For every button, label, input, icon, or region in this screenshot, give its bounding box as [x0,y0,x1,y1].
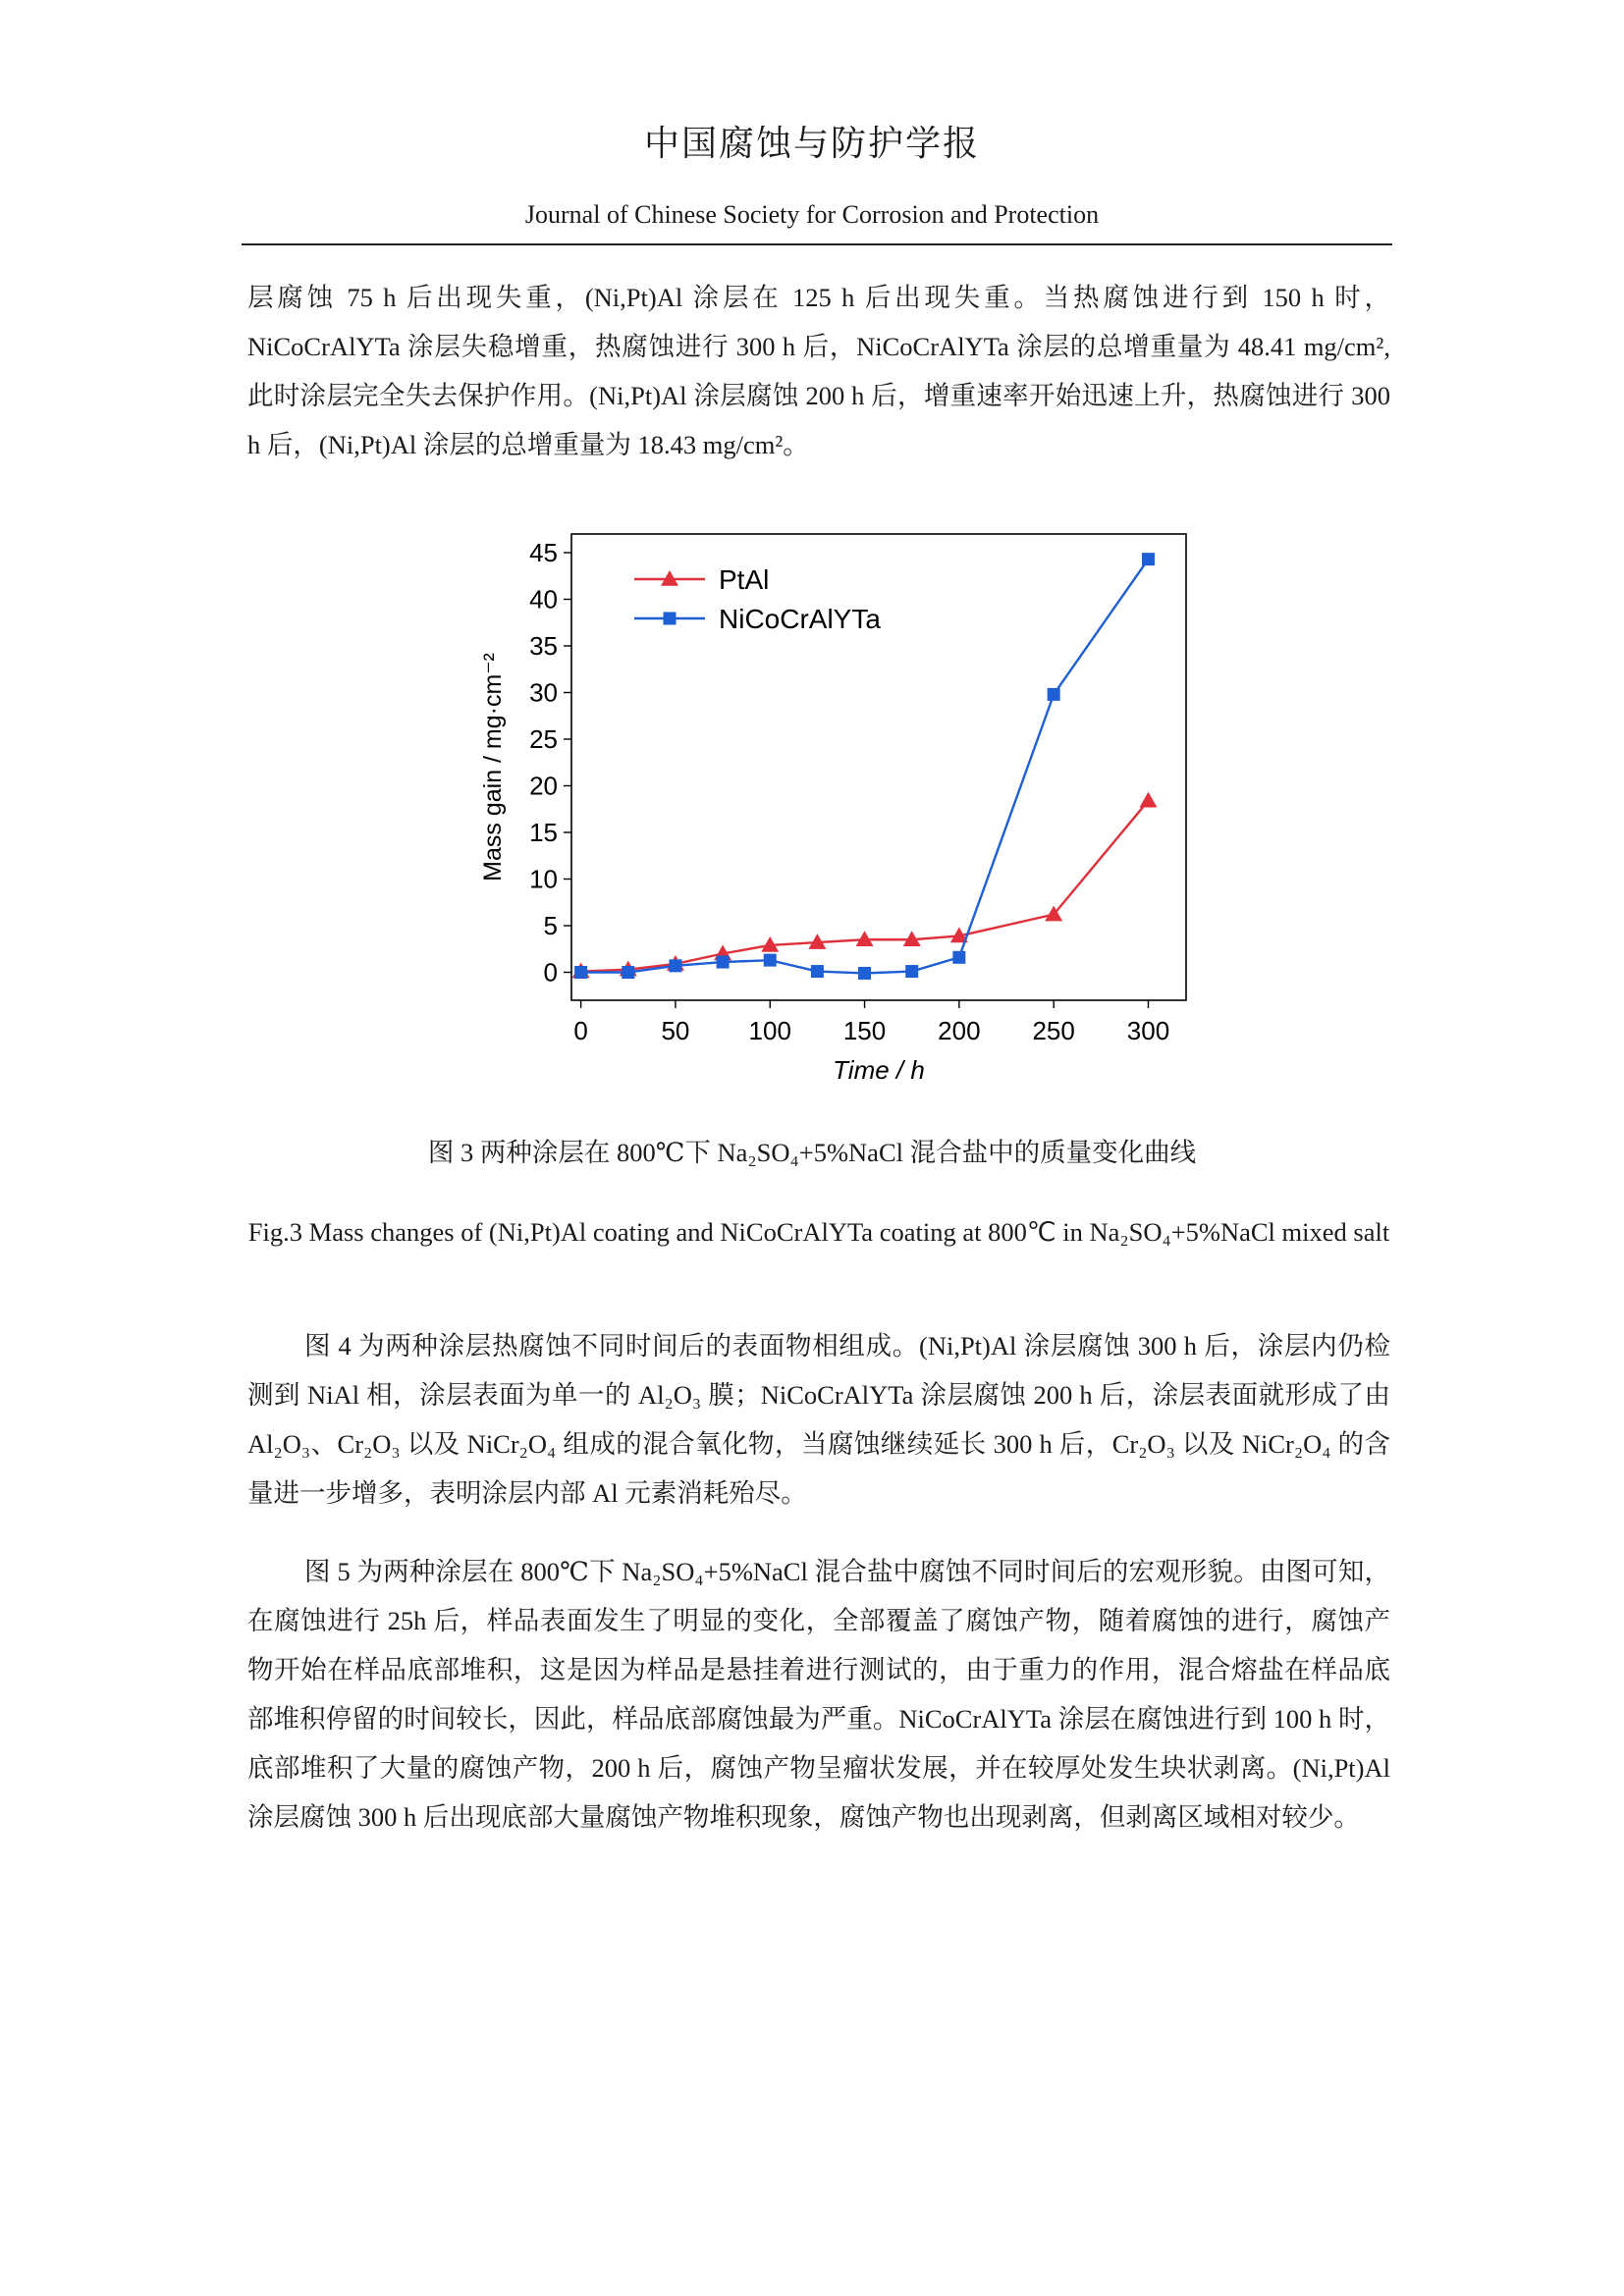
y-tick-label: 10 [529,864,558,894]
journal-title-en: Journal of Chinese Society for Corrosion and Protection [524,200,1100,229]
y-tick-label: 30 [529,677,558,708]
x-tick-label: 0 [573,1016,588,1045]
paragraph-1-text: 层腐蚀 75 h 后出现失重，(Ni,Pt)Al 涂层在 125 h 后出现失重。当热腐蚀进行到 150 h 时，NiCoCrAlYTa 涂层失稳增重，热腐蚀进行 300 h 后，NiCoCrAlYTa 涂层的总增重量为 48.41 mg/cm², 此时涂层完全失去保护作用。(Ni,Pt)Al 涂层腐蚀 200 h 后，增重速率开始迅速上升，热腐蚀进行 300 h 后，(Ni,Pt)Al 涂层的总增重量为 18.43 mg/cm²。 [247,283,1390,459]
y-tick-label: 35 [529,631,558,661]
legend-marker-NiCoCrAlYTa [664,613,677,625]
data-point-NiCoCrAlYTa [905,965,918,978]
y-tick-label: 0 [543,957,558,988]
x-tick-label: 150 [842,1016,887,1045]
x-tick-label: 50 [661,1016,690,1045]
paragraph-3-text: 图 5 为两种涂层在 800℃下 Na₂SO₄+5%NaCl 混合盐中腐蚀不同时间后的宏观形貌。由图可知，在腐蚀进行 25h 后，样品表面发生了明显的变化，全部覆盖了腐蚀产物，随着腐蚀的进行，腐蚀产物开始在样品底部堆积，这是因为样品是悬挂着进行测试的，由于重力的作用，混合熔盐在样品底部堆积停留的时间较长，因此，样品底部腐蚀最为严重。NiCoCrAlYTa 涂层在腐蚀进行到 100 h 时，底部堆积了大量的腐蚀产物，200 h 后，腐蚀产物呈瘤状发展，并在较厚处发生块状剥离。(Ni,Pt)Al 涂层腐蚀 300 h 后出现底部大量腐蚀产物堆积现象，腐蚀产物也出现剥离，但剥离区域相对较少。 [247,1557,1390,1832]
mass-gain-chart [461,510,1227,1099]
y-tick-label: 25 [529,724,558,754]
y-tick-label: 40 [529,584,558,614]
paragraph-2-text: 图 4 为两种涂层热腐蚀不同时间后的表面物相组成。(Ni,Pt)Al 涂层腐蚀 300 h 后，涂层内仍检测到 NiAl 相，涂层表面为单一的 Al₂O₃ 膜；NiCoCrAlYTa 涂层腐蚀 200 h 后，涂层表面就形成了由 Al₂O₃、Cr₂O₃ 以及 NiCr₂O₄ 组成的混合氧化物，当腐蚀继续延长 300 h 后，Cr₂O₃ 以及 NiCr₂O₄ 的含量进一步增多，表明涂层内部 Al 元素消耗殆尽。 [247,1331,1390,1508]
data-point-NiCoCrAlYTa [622,966,634,979]
data-point-NiCoCrAlYTa [858,967,871,980]
figure-caption-en: Fig.3 Mass changes of (Ni,Pt)Al coating and NiCoCrAlYTa coating at 800℃ in Na₂SO₄+5%NaCl mixed salt [247,1217,1390,1247]
data-point-NiCoCrAlYTa [811,965,824,978]
x-tick-label: 250 [1032,1016,1075,1045]
x-tick-label: 200 [938,1016,981,1045]
y-tick-label: 5 [543,911,558,940]
y-tick-label: 45 [529,538,558,567]
data-point-NiCoCrAlYTa [1142,553,1155,565]
legend-label-PtAl: PtAl [719,564,770,595]
y-tick-label: 20 [529,771,558,801]
paragraph-1 [247,273,1390,469]
x-axis-label: Time / h [833,1055,925,1085]
x-tick-label: 300 [1126,1016,1170,1045]
legend-label-NiCoCrAlYTa: NiCoCrAlYTa [719,604,881,634]
x-tick-label: 100 [748,1016,791,1045]
data-point-NiCoCrAlYTa [764,954,777,967]
data-point-NiCoCrAlYTa [717,956,730,969]
figure-caption-cn: 图 3 两种涂层在 800℃下 Na₂SO₄+5%NaCl 混合盐中的质量变化曲线 [427,1138,1197,1167]
header-divider [242,243,1392,245]
paragraph-2 [247,1321,1390,1518]
paragraph-3 [247,1547,1390,1842]
data-point-NiCoCrAlYTa [952,951,965,964]
data-point-PtAl [1139,792,1157,808]
data-point-NiCoCrAlYTa [574,966,587,979]
y-axis-label: Mass gain / mg·cm⁻² [479,653,507,881]
data-point-NiCoCrAlYTa [1048,688,1060,701]
journal-title-cn: 中国腐蚀与防护学报 [643,124,980,164]
y-tick-label: 15 [529,818,558,847]
data-point-NiCoCrAlYTa [669,959,681,972]
